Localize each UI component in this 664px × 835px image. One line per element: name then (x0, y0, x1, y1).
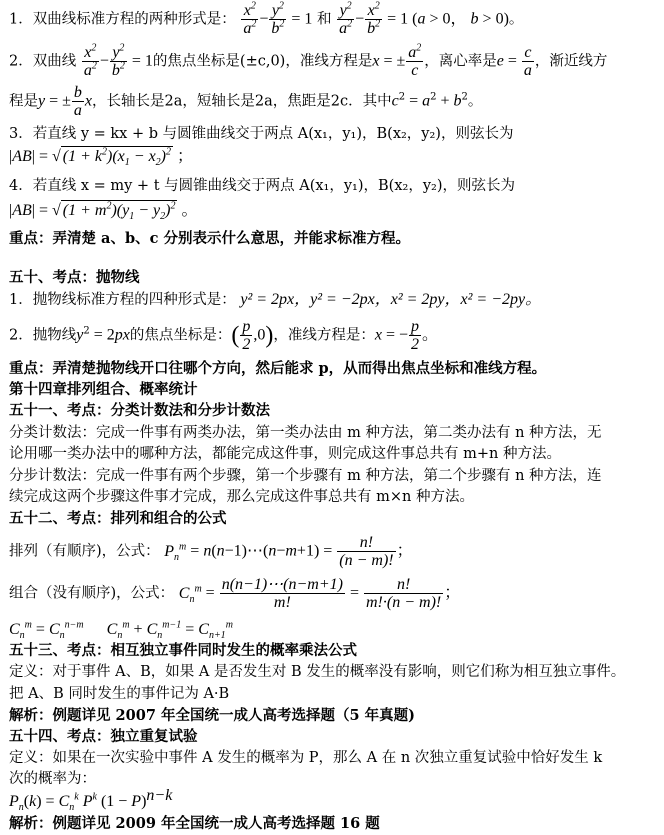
repeated-trials-def-1: 定义：如果在一次实验中事件 A 发生的概率为 P，那么 A 在 n 次独立重复试验中恰好发生 k (9, 750, 603, 766)
chapter-14-heading: 第十四章排列组合、概率统计 (9, 381, 198, 398)
hyperbola-forms-text: 1．双曲线标准方程的两种形式是： (9, 11, 236, 28)
repeated-trials-def-2: 次的概率为： (9, 771, 96, 787)
hyperbola-focus-line: 2．双曲线 $\frac{x^2}{a^2}$ − $\frac{y^2}{b^2}$ = 1的焦点坐标是(±c,0)，准线方程是x = ± $\frac{a^2}{c}$ ，离心率是e = $\frac{c}{a}$ ，渐近线方 (9, 42, 608, 79)
section-52-heading: 五十二、考点：排列和组合的公式 (9, 510, 227, 527)
permutation-formula-line: 排列（有顺序)，公式： $P_n^m$ = n(n−1)⋯(n−m+1) = $\frac{n!}{(n - m)!}$ ； (9, 534, 413, 569)
hyperbola-forms-line: 1．双曲线标准方程的两种形式是： $\frac{x^2}{a^2}$ − $\frac{y^2}{b^2}$ = 1 和 $\frac{y^2}{a^2}$ − $\frac{x^2}{b^2}$ = 1 (a > 0， b > 0)。 (9, 0, 524, 37)
chord-formula-1: |AB| = √ $(1 + k^2)(x_1 - x_2)^2$ ； (9, 146, 194, 169)
step-count-line-1: 分步计数法：完成一件事有两个步骤，第一个步骤有 m 种方法，第二个步骤有 n 种方法，连 (9, 468, 602, 484)
chord-length-2-line: 4．若直线 x = my + t 与圆锥曲线交于两点 A(x₁，y₁)，B(x₂，y₂)，则弦长为 (9, 178, 515, 194)
binomial-formula: $P_n(k) = C_n^k$ $P^k$ $(1 - P)^{n-k}$ (9, 787, 173, 814)
key-point-hyperbola: 重点：弄清楚 a、b、c 分别表示什么意思，并能求标准方程。 (9, 230, 410, 247)
classification-count-line-1: 分类计数法：完成一件事有两类办法，第一类办法由 m 种方法，第二类办法有 n 种方法，无 (9, 425, 602, 441)
section-54-analysis: 解析：例题详见 2009 年全国统一成人高考选择题 16 题 (9, 815, 380, 832)
combination-formula-line: 组合（没有顺序)，公式： $C_n^m$ = $\frac{n(n-1)\cdots(n-m+1)}{m!}$ = $\frac{n!}{m!\cdot(n - m)!}$ ； (9, 576, 461, 611)
step-count-line-2: 续完成这两个步骤这件事才完成，那么完成这件事总共有 m×n 种方法。 (9, 489, 474, 505)
key-point-parabola: 重点：弄清楚抛物线开口往哪个方向，然后能求 p，从而得出焦点坐标和准线方程。 (9, 360, 547, 377)
section-50-heading: 五十、考点：抛物线 (9, 269, 140, 286)
section-53-heading: 五十三、考点：相互独立事件同时发生的概率乘法公式 (9, 642, 357, 659)
hyperbola-asymptote-line: 程是y = ± $\frac{b}{a}$ x，长轴长是2a，短轴长是2a，焦距是2c．其中$c^2 = a^2 + b^2$。 (9, 84, 483, 119)
classification-count-line-2: 论用哪一类办法中的哪种方法，都能完成这件事，则完成这件事总共有 m+n 种方法。 (9, 446, 561, 462)
section-51-heading: 五十一、考点：分类计数法和分步计数法 (9, 402, 270, 419)
chord-formula-2: |AB| = √ $(1 + m^2)(y_1 - y_2)^2$ 。 (9, 200, 198, 223)
chord-length-1-line: 3．若直线 y = kx + b 与圆锥曲线交于两点 A(x₁，y₁)，B(x₂，y₂)，则弦长为 (9, 126, 514, 142)
parabola-forms-line: 1．抛物线标准方程的四种形式是： y² = 2px，y² = −2px，x² = 2py，x² = −2py。 (9, 291, 542, 308)
section-53-analysis: 解析：例题详见 2007 年全国统一成人高考选择题（5 年真题) (9, 707, 415, 724)
parabola-focus-line: 2．抛物线$y^2 = 2px$的焦点坐标是：( $\frac{p}{2}$ ,0)，准线方程是：x = − $\frac{p}{2}$ 。 (9, 318, 439, 353)
independent-events-def-1: 定义：对于事件 A、B，如果 A 是否发生对 B 发生的概率没有影响，则它们称为相互独立事件。 (9, 664, 626, 680)
independent-events-def-2: 把 A、B 同时发生的事件记为 A·B (9, 686, 230, 702)
combination-identities: $C_n^m = C_n^{n-m}$ $C_n^m + C_n^{m-1} = C_{n+1}^m$ (9, 619, 233, 642)
section-54-heading: 五十四、考点：独立重复试验 (9, 728, 198, 745)
